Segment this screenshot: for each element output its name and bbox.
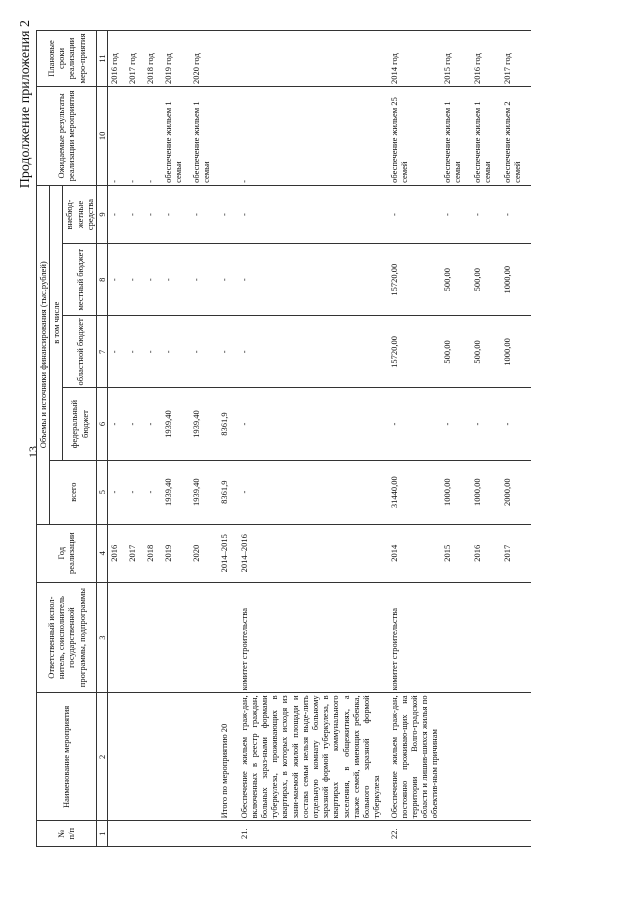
header-num: № п/п <box>37 821 97 847</box>
federal-budget: 8361,9 <box>218 388 238 460</box>
planned-term: 2020 год <box>190 31 218 87</box>
planned-term: 2019 год <box>162 31 190 87</box>
row-number <box>108 821 126 847</box>
year: 2014–2016 <box>238 524 388 582</box>
extra-budget: - <box>388 185 441 243</box>
year: 2014–2015 <box>218 524 238 582</box>
row-number <box>144 821 162 847</box>
extra-budget: - <box>218 185 238 243</box>
header-local: местный бюджет <box>63 244 97 316</box>
regional-budget: - <box>144 316 162 388</box>
planned-term: 2016 год <box>471 31 501 87</box>
measure-name: Обеспечение жильем граж-дан, постоянно проживаю-щих на территории Волго-градской области и лишив-шихся жилья по объектив-ным причинам <box>388 693 441 821</box>
measure-name <box>471 693 501 821</box>
regional-budget: - <box>162 316 190 388</box>
year: 2016 <box>108 524 126 582</box>
col-number: 10 <box>96 86 107 185</box>
expected-result <box>218 86 238 185</box>
expected-result: обеспечение жильем 1 семьи <box>441 86 471 185</box>
page-number: 13 <box>26 446 40 458</box>
expected-result: обеспечение жильем 1 семьи <box>190 86 218 185</box>
header-executor: Ответственный испол-нитель, соисполнитель государственной программы, подпрограммы <box>37 582 97 693</box>
extra-budget: - <box>441 185 471 243</box>
local-budget: - <box>144 244 162 316</box>
federal-budget: - <box>441 388 471 460</box>
total-amount: - <box>238 460 388 524</box>
row-number <box>218 821 238 847</box>
federal-budget: - <box>108 388 126 460</box>
total-amount: 1000,00 <box>471 460 501 524</box>
regional-budget: - <box>218 316 238 388</box>
local-budget: 500,00 <box>441 244 471 316</box>
header-name: Наименование мероприятия <box>37 693 97 821</box>
extra-budget: - <box>126 185 144 243</box>
row-number <box>501 821 531 847</box>
total-amount: 2000,00 <box>501 460 531 524</box>
regional-budget: 500,00 <box>471 316 501 388</box>
planned-term: 2017 год <box>126 31 144 87</box>
federal-budget: - <box>471 388 501 460</box>
header-total: всего <box>50 460 97 524</box>
expected-result: - <box>144 86 162 185</box>
regional-budget: - <box>108 316 126 388</box>
row-number <box>190 821 218 847</box>
planned-term: 2014 год <box>388 31 441 87</box>
col-number: 5 <box>96 460 107 524</box>
table-row <box>218 31 238 847</box>
year: 2015 <box>441 524 471 582</box>
header-federal: федеральный бюджет <box>63 388 97 460</box>
planned-term: 2018 год <box>144 31 162 87</box>
table-row <box>501 31 531 847</box>
measure-name: Итого по мероприятию 20 <box>218 693 238 821</box>
total-amount: 8361,9 <box>218 460 238 524</box>
table-row <box>471 31 501 847</box>
federal-budget: 1939,40 <box>162 388 190 460</box>
col-number: 1 <box>96 821 107 847</box>
col-number: 6 <box>96 388 107 460</box>
planned-term <box>238 31 388 87</box>
col-number: 11 <box>96 31 107 87</box>
federal-budget: - <box>238 388 388 460</box>
header-funding: Объемы и источники финансирования (тыс.рублей) <box>37 185 50 524</box>
local-budget: - <box>218 244 238 316</box>
header-regional: областной бюджет <box>63 316 97 388</box>
funding-table <box>36 30 531 847</box>
total-amount: - <box>126 460 144 524</box>
col-number: 9 <box>96 185 107 243</box>
table-header <box>37 31 108 847</box>
header-results: Ожидаемые результаты реализации мероприятия <box>37 86 97 185</box>
year: 2019 <box>162 524 190 582</box>
header-extra: внебюд-жетные средства <box>63 185 97 243</box>
col-number: 7 <box>96 316 107 388</box>
regional-budget: 15720,00 <box>388 316 441 388</box>
continuation-label: Продолжение приложения 2 <box>18 20 33 189</box>
measure-name <box>162 693 190 821</box>
table-row <box>441 31 471 847</box>
executor: комитет строительства <box>238 582 388 693</box>
table-row <box>190 31 218 847</box>
planned-term: 2016 год <box>108 31 126 87</box>
local-budget: 15720,00 <box>388 244 441 316</box>
federal-budget: - <box>388 388 441 460</box>
year: 2018 <box>144 524 162 582</box>
row-number: 22. <box>388 821 441 847</box>
year: 2020 <box>190 524 218 582</box>
year: 2017 <box>126 524 144 582</box>
total-amount: - <box>144 460 162 524</box>
executor <box>501 582 531 693</box>
executor <box>108 582 126 693</box>
expected-result: обеспечение жильем 2 семей <box>501 86 531 185</box>
extra-budget: - <box>471 185 501 243</box>
table-row <box>108 31 126 847</box>
row-number: 21. <box>238 821 388 847</box>
table-row <box>126 31 144 847</box>
col-number: 8 <box>96 244 107 316</box>
total-amount: 31440,00 <box>388 460 441 524</box>
col-number: 4 <box>96 524 107 582</box>
header-year: Год реализации <box>37 524 97 582</box>
executor <box>190 582 218 693</box>
expected-result: - <box>108 86 126 185</box>
regional-budget: 500,00 <box>441 316 471 388</box>
extra-budget: - <box>162 185 190 243</box>
executor: комитет строительства <box>388 582 441 693</box>
extra-budget: - <box>501 185 531 243</box>
year: 2016 <box>471 524 501 582</box>
measure-name <box>190 693 218 821</box>
row-number <box>162 821 190 847</box>
col-number: 2 <box>96 693 107 821</box>
table-body <box>108 31 531 847</box>
measure-name: Обеспечение жильем граж-дан, включенных в реестр граждан, больных зараз-ными формами туберкулеза, проживающих в квартирах, в которых исходя из зани-маемой жилой площади и состава семьи нельзя выде-лить отдельную комнату больному заразной формой туберкулеза, в квартирах коммунального заселения, в общежитиях, а также семей, имеющих ребенка, больного заразной формой туберкулеза <box>238 693 388 821</box>
local-budget: 1000,00 <box>501 244 531 316</box>
local-budget: - <box>162 244 190 316</box>
table-row <box>144 31 162 847</box>
executor <box>126 582 144 693</box>
executor <box>218 582 238 693</box>
expected-result: обеспечение жильем 25 семей <box>388 86 441 185</box>
local-budget: - <box>126 244 144 316</box>
measure-name <box>441 693 471 821</box>
row-number <box>126 821 144 847</box>
extra-budget: - <box>144 185 162 243</box>
extra-budget: - <box>108 185 126 243</box>
row-number <box>441 821 471 847</box>
regional-budget: - <box>126 316 144 388</box>
extra-budget: - <box>238 185 388 243</box>
planned-term: 2017 год <box>501 31 531 87</box>
regional-budget: - <box>238 316 388 388</box>
row-number <box>471 821 501 847</box>
expected-result: - <box>126 86 144 185</box>
total-amount: - <box>108 460 126 524</box>
measure-name <box>501 693 531 821</box>
executor <box>162 582 190 693</box>
federal-budget: - <box>126 388 144 460</box>
table-row <box>238 31 388 847</box>
planned-term: 2015 год <box>441 31 471 87</box>
total-amount: 1939,40 <box>162 460 190 524</box>
year: 2017 <box>501 524 531 582</box>
expected-result: - <box>238 86 388 185</box>
regional-budget: 1000,00 <box>501 316 531 388</box>
header-terms: Плановые сроки реализации меро-приятия <box>37 31 97 87</box>
header-including: в том числе <box>50 185 63 460</box>
federal-budget: 1939,40 <box>190 388 218 460</box>
executor <box>471 582 501 693</box>
expected-result: обеспечение жильем 1 семьи <box>162 86 190 185</box>
measure-name <box>126 693 144 821</box>
extra-budget: - <box>190 185 218 243</box>
local-budget: 500,00 <box>471 244 501 316</box>
local-budget: - <box>108 244 126 316</box>
table-row <box>388 31 441 847</box>
total-amount: 1000,00 <box>441 460 471 524</box>
federal-budget: - <box>144 388 162 460</box>
executor <box>441 582 471 693</box>
planned-term <box>218 31 238 87</box>
year: 2014 <box>388 524 441 582</box>
measure-name <box>144 693 162 821</box>
expected-result: обеспечение жильем 1 семьи <box>471 86 501 185</box>
federal-budget: - <box>501 388 531 460</box>
measure-name <box>108 693 126 821</box>
total-amount: 1939,40 <box>190 460 218 524</box>
col-number: 3 <box>96 582 107 693</box>
local-budget: - <box>238 244 388 316</box>
regional-budget: - <box>190 316 218 388</box>
table-row <box>162 31 190 847</box>
local-budget: - <box>190 244 218 316</box>
executor <box>144 582 162 693</box>
